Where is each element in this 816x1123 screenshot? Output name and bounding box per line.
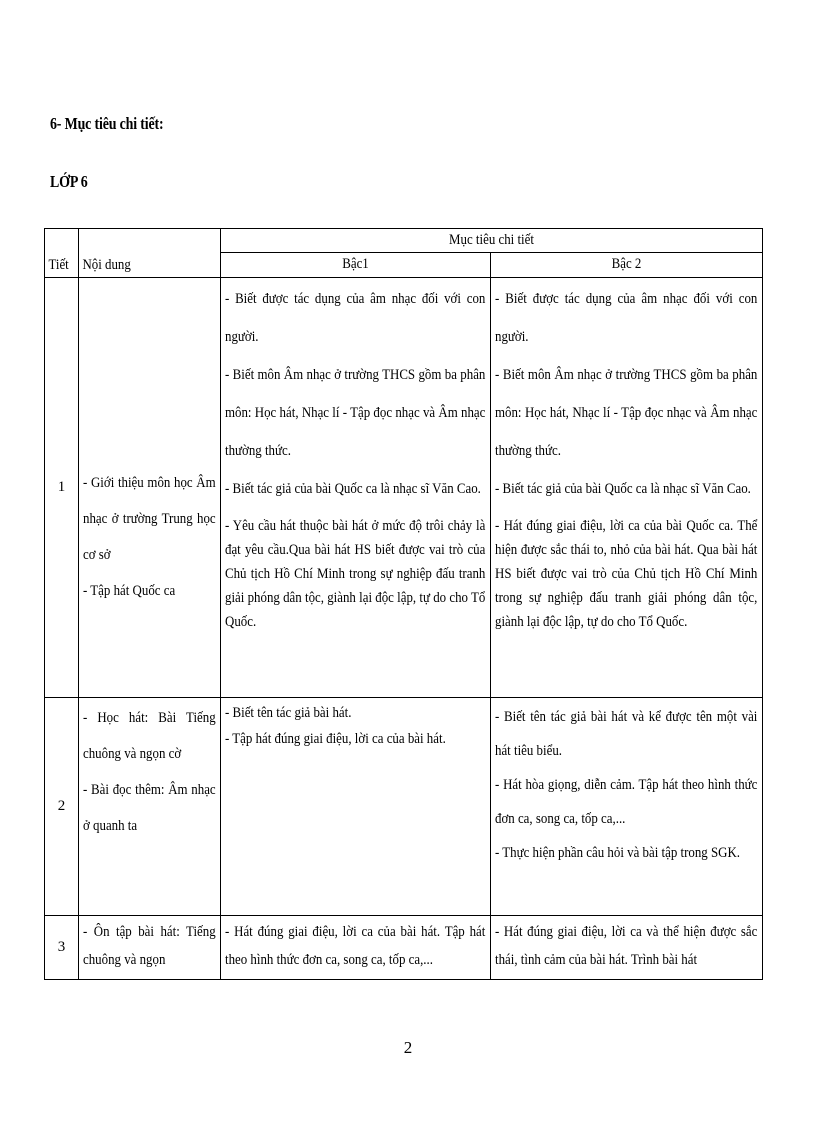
objective-line: - Biết tên tác giả bài hát và kể được tên một vài hát tiêu biểu.: [495, 708, 758, 759]
content-line: - Ôn tập bài hát: Tiếng chuông và ngọn: [83, 923, 216, 968]
content-line: - Giới thiệu môn học Âm nhạc ở trường Trung học cơ sở: [83, 475, 216, 563]
objective-line: - Biết tên tác giả bài hát.: [225, 704, 352, 721]
header-bac1: Bậc1: [221, 253, 491, 277]
objectives-table: [44, 228, 763, 980]
row-bac2: [491, 277, 763, 697]
row-bac1: [221, 915, 491, 979]
class-title: LỚP 6: [50, 172, 88, 191]
objective-line: - Biết tác giả của bài Quốc ca là nhạc sĩ Văn Cao.: [495, 480, 751, 497]
objective-line: - Biết được tác dụng của âm nhạc đối với con người.: [225, 290, 486, 345]
header-bac2: Bậc 2: [491, 253, 763, 277]
header-noi-dung: Nội dung: [79, 229, 221, 278]
table-row: [45, 915, 763, 979]
objective-line: - Biết được tác dụng của âm nhạc đối với con người.: [495, 290, 758, 345]
objective-line: - Biết tác giả của bài Quốc ca là nhạc sĩ Văn Cao.: [225, 480, 481, 497]
table-row: [45, 277, 763, 697]
row-tiet: 3: [45, 915, 79, 979]
row-bac2: [491, 697, 763, 915]
objective-line: - Yêu cầu hát thuộc bài hát ở mức độ trôi chảy là đạt yêu cầu.Qua bài hát HS biết được vai trò của Chủ tịch Hồ Chí Minh trong sự nghiệp đấu tranh giải phóng dân tộc, giành lại độc lập, tự do cho Tổ Quốc.: [225, 517, 486, 630]
header-muc-tieu: Mục tiêu chi tiết: [221, 229, 763, 253]
row-noi-dung: [79, 915, 221, 979]
objective-line: - Thực hiện phần câu hỏi và bài tập trong SGK.: [495, 844, 740, 861]
header-tiet: Tiết: [45, 229, 79, 278]
table-row: [45, 697, 763, 915]
objective-line: - Hát đúng giai điệu, lời ca của bài Quốc ca. Thể hiện được sắc thái to, nhỏ của bài hát. Qua bài hát HS biết được vai trò của Chủ tịch Hồ Chí Minh trong sự nghiệp đấu tranh giải phóng dân tộc, giành lại độc lập, tự do cho Tổ Quốc.: [495, 517, 758, 630]
content-line: - Tập hát Quốc ca: [83, 583, 176, 599]
objective-line: - Tập hát đúng giai điệu, lời ca của bài hát.: [225, 730, 446, 747]
page-number: 2: [403, 1038, 413, 1057]
table-header-row: [45, 229, 763, 253]
row-tiet: 1: [45, 277, 79, 697]
row-bac2: [491, 915, 763, 979]
content-line: - Bài đọc thêm: Âm nhạc ở quanh ta: [83, 781, 216, 834]
section-title: 6- Mục tiêu chi tiết:: [50, 114, 164, 133]
content-line: - Học hát: Bài Tiếng chuông và ngọn cờ: [83, 709, 216, 762]
objective-line: - Biết môn Âm nhạc ở trường THCS gồm ba phân môn: Học hát, Nhạc lí - Tập đọc nhạc và Âm nhạc thường thức.: [225, 366, 486, 459]
row-bac1: [221, 277, 491, 697]
row-noi-dung: [79, 697, 221, 915]
row-tiet: 2: [45, 697, 79, 915]
row-bac1: [221, 697, 491, 915]
objective-line: - Hát đúng giai điệu, lời ca và thể hiện được sắc thái, tình cảm của bài hát. Trình bài hát: [495, 923, 758, 968]
objective-line: - Hát đúng giai điệu, lời ca của bài hát. Tập hát theo hình thức đơn ca, song ca, tốp ca,...: [225, 923, 486, 968]
objective-line: - Hát hòa giọng, diễn cảm. Tập hát theo hình thức đơn ca, song ca, tốp ca,...: [495, 776, 758, 827]
objective-line: - Biết môn Âm nhạc ở trường THCS gồm ba phân môn: Học hát, Nhạc lí - Tập đọc nhạc và Âm nhạc thường thức.: [495, 366, 758, 459]
row-noi-dung: [79, 277, 221, 697]
